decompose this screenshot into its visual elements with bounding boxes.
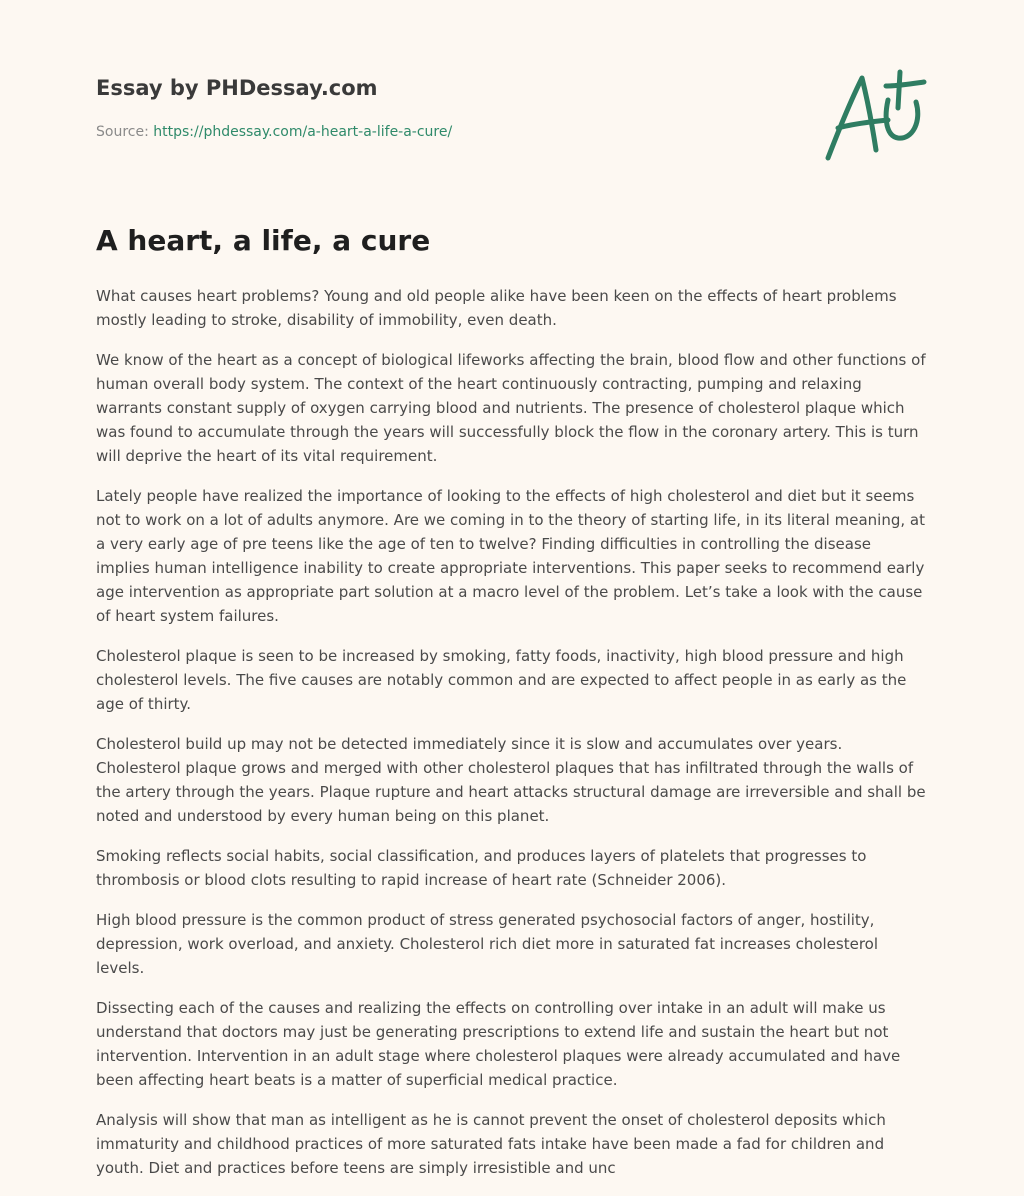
source-line xyxy=(96,124,452,140)
source-label: Source: xyxy=(96,124,149,140)
essay-paragraph: Smoking reflects social habits, social classification, and produces layers of platelets that progresses to thrombosis or blood clots resulting to rapid increase of heart rate (Schneider 2006). xyxy=(96,847,867,889)
essay-paragraph: High blood pressure is the common product of stress generated psychosocial factors of anger, hostility, depression, work overload, and anxiety. Cholesterol rich diet more in saturated fat increases cholesterol levels. xyxy=(96,911,879,977)
essay-title: A heart, a life, a cure xyxy=(96,224,431,257)
essay-paragraph: Analysis will show that man as intelligent as he is cannot prevent the onset of cholesterol deposits which immaturity and childhood practices of more saturated fats intake have been made a fad for children and youth. Diet and practices before teens are simply irresistible and unc xyxy=(96,1111,886,1177)
essay-paragraph: Cholesterol build up may not be detected immediately since it is slow and accumulates over years. Cholesterol plaque grows and merged with other cholesterol plaques that has infiltrated through the walls of the artery through the years. Plaque rupture and heart attacks structural damage are irreversible and shall be noted and understood by every human being on this planet. xyxy=(96,735,926,825)
essay-paragraph: Lately people have realized the importance of looking to the effects of high cholesterol and diet but it seems not to work on a lot of adults anymore. Are we coming in to the theory of starting life, in its literal meaning, at a very early age of pre teens like the age of ten to twelve? Finding difficulties in controlling the disease implies human intelligence inability to create appropriate interventions. This paper seeks to recommend early age intervention as appropriate part solution at a macro level of the problem. Let’s take a look with the cause of heart system failures. xyxy=(96,487,925,625)
essay-paragraph: Cholesterol plaque is seen to be increased by smoking, fatty foods, inactivity, high blood pressure and high cholesterol levels. The five causes are notably common and are expected to affect people in as early as the age of thirty. xyxy=(96,647,907,713)
essay-paragraph: What causes heart problems? Young and old people alike have been keen on the effects of heart problems mostly leading to stroke, disability of immobility, even death. xyxy=(96,287,897,329)
essay-body xyxy=(96,284,928,1196)
source-link[interactable]: https://phdessay.com/a-heart-a-life-a-cure/ xyxy=(153,124,453,140)
essay-paragraph: We know of the heart as a concept of biological lifeworks affecting the brain, blood flow and other functions of human overall body system. The context of the heart continuously contracting, pumping and relaxing warrants constant supply of oxygen carrying blood and nutrients. The presence of cholesterol plaque which was found to accumulate through the years will successfully block the flow in the coronary artery. This is turn will deprive the heart of its vital requirement. xyxy=(96,351,926,465)
site-title: Essay by PHDessay.com xyxy=(96,76,378,100)
essay-paragraph: Dissecting each of the causes and realizing the effects on controlling over intake in an adult will make us understand that doctors may just be generating prescriptions to extend life and sustain the heart but not intervention. Intervention in an adult stage where cholesterol plaques were already accumulated and have been affecting heart beats is a matter of superficial medical practice. xyxy=(96,999,901,1089)
a-plus-logo-icon xyxy=(818,66,930,166)
